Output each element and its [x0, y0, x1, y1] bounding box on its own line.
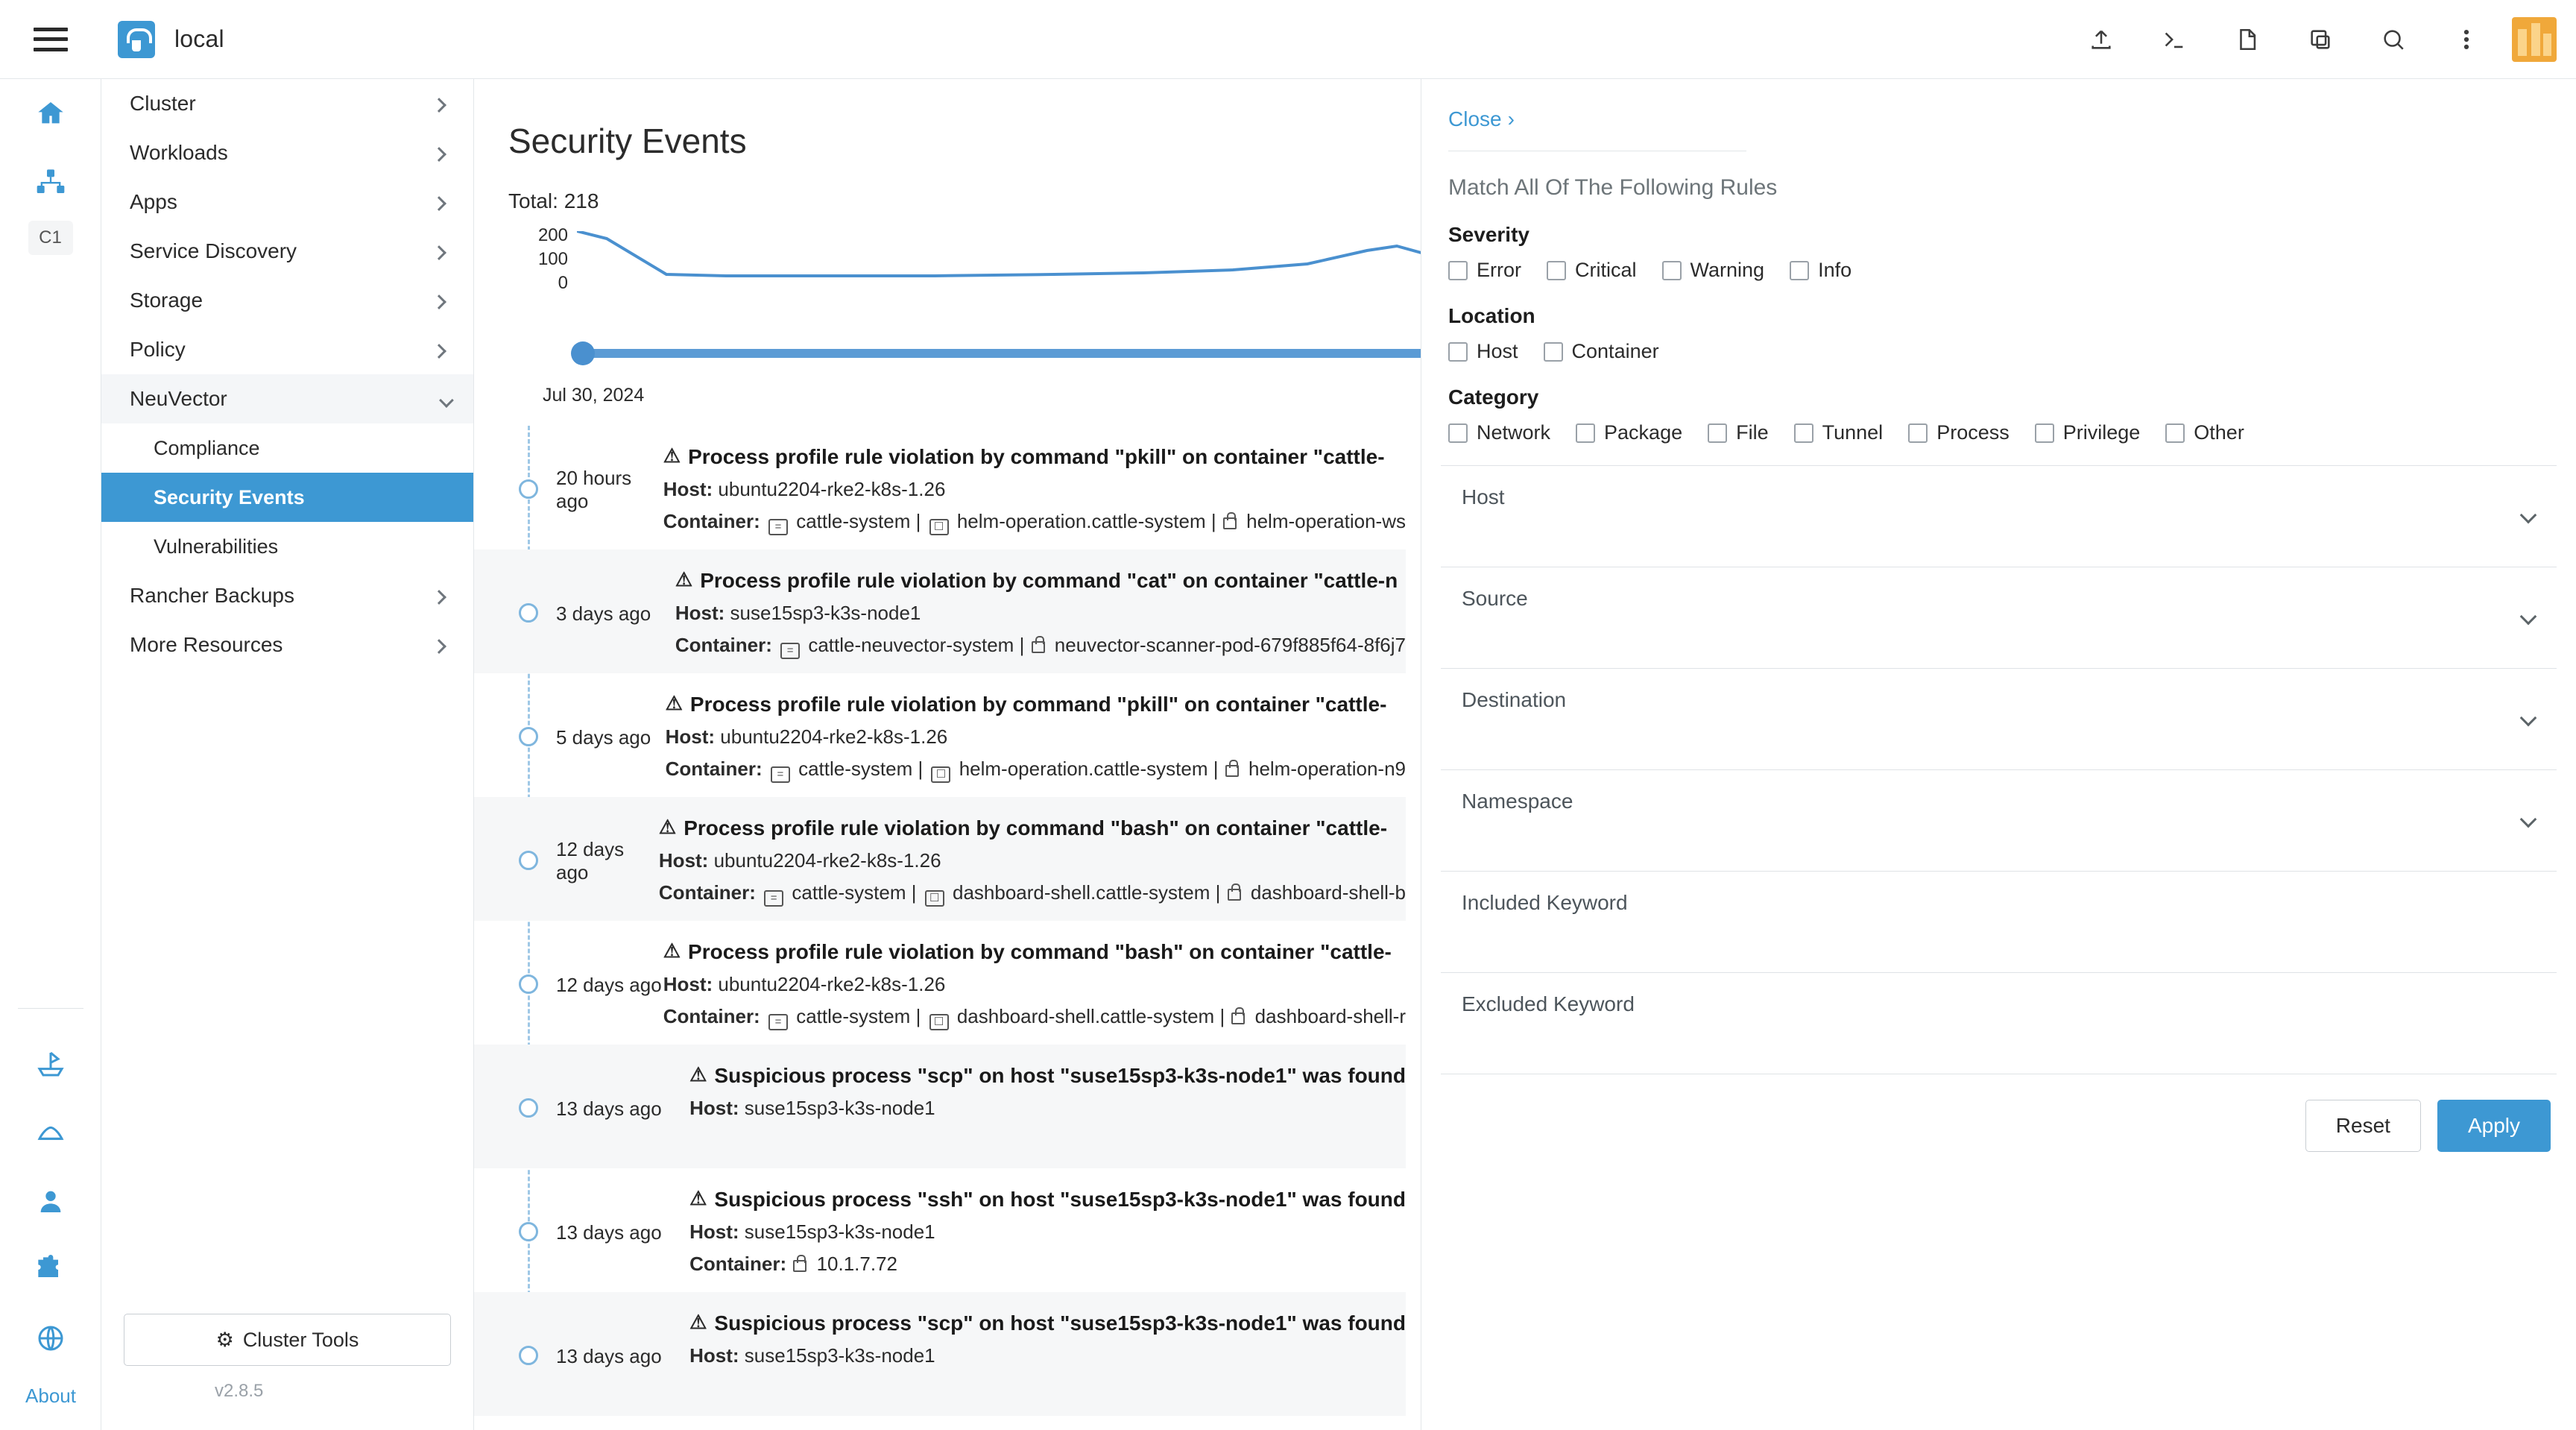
warning-icon: ⚠	[675, 568, 693, 590]
sidebar-item-label: Vulnerabilities	[154, 535, 279, 558]
event-container-row	[659, 881, 1406, 904]
checkbox-label: Error	[1477, 259, 1521, 281]
list-item[interactable]	[474, 673, 1406, 797]
excluded-keyword-input[interactable]	[1441, 973, 2557, 1074]
event-container-row	[663, 1005, 1406, 1028]
source-select[interactable]	[1441, 567, 2557, 669]
host-select-label: Host	[1462, 485, 1505, 508]
namespace-icon: =	[768, 519, 788, 535]
checkbox-icon[interactable]	[1547, 261, 1566, 280]
sidebar-item-cluster[interactable]	[101, 79, 473, 128]
sidebar-item-compliance[interactable]	[101, 423, 473, 473]
sidebar-item-label: Service Discovery	[130, 239, 297, 262]
chart-line-series	[577, 231, 1516, 291]
sidebar-item-storage[interactable]	[101, 276, 473, 325]
sidebar-item-apps[interactable]	[101, 177, 473, 227]
severity-options	[1448, 259, 2576, 282]
checkbox-icon[interactable]	[2165, 423, 2185, 443]
event-container-label: Container:	[675, 634, 772, 656]
chevron-right-icon	[432, 590, 446, 605]
file-icon[interactable]	[2211, 0, 2284, 79]
event-body	[663, 937, 1406, 1033]
chevron-right-icon	[432, 98, 446, 113]
event-container-label: Container:	[689, 1253, 787, 1275]
namespace-select[interactable]	[1441, 770, 2557, 872]
event-body	[689, 1308, 1406, 1404]
sidebar-item-neuvector[interactable]	[101, 374, 473, 423]
checkbox-label: Other	[2194, 421, 2244, 444]
chevron-right-icon	[432, 344, 446, 359]
separator: |	[915, 510, 921, 532]
pod-icon: ☐	[929, 1014, 949, 1030]
checkbox-icon[interactable]	[1448, 261, 1468, 280]
event-host-value: ubuntu2204-rke2-k8s-1.26	[718, 478, 946, 500]
chevron-right-icon	[432, 245, 446, 260]
event-host-label: Host:	[689, 1344, 739, 1367]
event-host-value: suse15sp3-k3s-node1	[730, 602, 921, 624]
event-host-row	[689, 1097, 1406, 1120]
lock-icon	[1228, 889, 1241, 901]
sidebar-item-label: Storage	[130, 289, 203, 312]
checkbox-label: Critical	[1575, 259, 1637, 281]
list-item[interactable]	[474, 1168, 1406, 1292]
avatar[interactable]	[2512, 17, 2557, 62]
top-bar-actions	[2065, 0, 2576, 79]
event-host-row	[666, 725, 1406, 749]
sidebar-item-label: Workloads	[130, 141, 228, 164]
event-host-value: suse15sp3-k3s-node1	[744, 1344, 935, 1367]
event-host-label: Host:	[675, 602, 725, 624]
event-time: 13 days ago	[556, 1097, 662, 1120]
copy-icon[interactable]	[2284, 0, 2357, 79]
event-title-row	[666, 693, 1406, 716]
event-container-id: helm-operation-n9	[1248, 757, 1406, 780]
category-options	[1448, 421, 2576, 444]
category-label: Category	[1448, 385, 1539, 409]
checkbox-category-privilege[interactable]	[2035, 421, 2141, 444]
severity-label: Severity	[1448, 223, 1530, 246]
event-host-row	[663, 478, 1406, 501]
sidebar-item-label: Apps	[130, 190, 177, 213]
checkbox-severity-warning[interactable]	[1662, 259, 1765, 282]
event-host-label: Host:	[658, 849, 709, 872]
timeline-dot-icon	[519, 851, 538, 870]
event-container-pod: helm-operation.cattle-system	[956, 510, 1206, 532]
separator: |	[1213, 757, 1219, 780]
separator: |	[1219, 1005, 1225, 1027]
sidebar-item-workloads[interactable]	[101, 128, 473, 177]
checkbox-location-container[interactable]	[1544, 340, 1659, 363]
fleet-icon[interactable]	[0, 1098, 101, 1167]
terminal-icon[interactable]	[2138, 0, 2211, 79]
cluster-icon[interactable]	[0, 148, 101, 216]
sidebar-item-label: Compliance	[154, 436, 260, 459]
chevron-right-icon	[432, 147, 446, 162]
sidebar-item-vulnerabilities[interactable]	[101, 522, 473, 571]
sidebar-item-rancher-backups[interactable]	[101, 571, 473, 620]
cluster-tools-button[interactable]	[124, 1314, 451, 1366]
page-title: Security Events	[508, 122, 747, 160]
event-body	[663, 442, 1406, 538]
chevron-right-icon: ›	[1507, 107, 1515, 130]
cluster-badge[interactable]: C1	[28, 221, 73, 255]
checkbox-label: File	[1736, 421, 1769, 444]
warning-icon: ⚠	[689, 1311, 707, 1333]
separator: |	[911, 881, 917, 904]
chevron-down-icon	[439, 393, 454, 408]
event-container-id: 10.1.7.72	[816, 1253, 898, 1275]
event-container-row	[689, 1253, 1406, 1276]
kebab-menu-icon[interactable]	[2430, 0, 2503, 79]
chart-ytick: 0	[558, 273, 568, 293]
checkbox-icon[interactable]	[1576, 423, 1595, 443]
warning-icon: ⚠	[663, 444, 681, 467]
pod-icon: ☐	[929, 519, 949, 535]
filter-actions	[1421, 1100, 2551, 1152]
event-time: 5 days ago	[556, 725, 651, 749]
checkbox-label: Privilege	[2062, 421, 2141, 444]
chevron-down-icon[interactable]	[2520, 710, 2537, 727]
event-container-ns: cattle-system	[796, 1005, 911, 1027]
list-item[interactable]	[474, 921, 1406, 1045]
sidebar-item-label: Policy	[130, 338, 186, 361]
security-events-list	[474, 426, 1406, 1416]
checkbox-label: Process	[1936, 421, 2010, 444]
timeline-dot-icon	[519, 479, 538, 499]
event-title-row	[663, 940, 1406, 964]
event-container-ns: cattle-system	[798, 757, 913, 780]
event-host-row	[663, 973, 1406, 996]
events-timeline-chart	[508, 225, 1440, 321]
chevron-right-icon	[432, 639, 446, 654]
event-title-row	[675, 569, 1406, 593]
event-title: Suspicious process "scp" on host "suse15sp3-k3s-node1" was found	[714, 1311, 1406, 1335]
match-rules-label: Match All Of The Following Rules	[1448, 175, 1778, 200]
event-title: Process profile rule violation by command "bash" on container "cattle-	[688, 940, 1392, 963]
separator: |	[1210, 510, 1216, 532]
event-time: 13 days ago	[556, 1220, 662, 1244]
cluster-name-label: local	[174, 25, 224, 52]
list-item[interactable]	[474, 426, 1406, 549]
lock-icon	[1231, 1012, 1245, 1024]
upload-icon[interactable]	[2065, 0, 2138, 79]
event-container-label: Container:	[663, 510, 760, 532]
checkbox-icon[interactable]	[2035, 423, 2054, 443]
close-panel-button[interactable]	[1448, 107, 1515, 131]
event-host-value: ubuntu2204-rke2-k8s-1.26	[720, 725, 948, 748]
event-host-label: Host:	[689, 1220, 739, 1243]
separator: |	[1215, 881, 1221, 904]
checkbox-severity-critical[interactable]	[1547, 259, 1637, 282]
lock-icon	[1032, 641, 1045, 653]
separator: |	[915, 1005, 921, 1027]
checkbox-label: Network	[1477, 421, 1551, 444]
checkbox-label: Package	[1604, 421, 1683, 444]
excluded-keyword-label: Excluded Keyword	[1462, 992, 1635, 1015]
list-item[interactable]	[474, 1292, 1406, 1416]
event-time: 12 days ago	[556, 973, 662, 996]
extension-icon[interactable]	[0, 1235, 101, 1304]
sidebar-item-label: NeuVector	[130, 387, 227, 410]
checkbox-location-host[interactable]	[1448, 340, 1518, 363]
home-icon[interactable]	[0, 79, 101, 148]
event-host-value: suse15sp3-k3s-node1	[744, 1097, 935, 1119]
checkbox-severity-error[interactable]	[1448, 259, 1521, 282]
total-count-label: Total: 218	[508, 189, 599, 212]
event-time: 13 days ago	[556, 1344, 662, 1367]
timeline-dot-icon	[519, 1222, 538, 1241]
filter-panel	[1421, 79, 2576, 1430]
checkbox-category-package[interactable]	[1576, 421, 1682, 444]
checkbox-severity-info[interactable]	[1790, 259, 1852, 282]
chevron-down-icon[interactable]	[2520, 608, 2537, 626]
chart-ytick: 200	[537, 225, 568, 245]
checkbox-icon[interactable]	[1790, 261, 1809, 280]
sidebar-item-security-events[interactable]	[101, 473, 473, 522]
timeline-dot-icon	[519, 603, 538, 623]
timeline-dot-icon	[519, 1098, 538, 1118]
namespace-icon: =	[768, 1014, 788, 1030]
event-host-value: suse15sp3-k3s-node1	[744, 1220, 935, 1243]
event-title: Suspicious process "scp" on host "suse15sp3-k3s-node1" was found	[714, 1064, 1406, 1087]
checkbox-icon[interactable]	[1448, 423, 1468, 443]
event-title-row	[689, 1064, 1406, 1088]
sidebar-item-more-resources[interactable]	[101, 620, 473, 670]
location-options	[1448, 340, 2576, 363]
event-host-value: ubuntu2204-rke2-k8s-1.26	[713, 849, 941, 872]
namespace-icon: =	[771, 766, 790, 783]
event-host-row	[675, 602, 1406, 625]
lock-icon	[1223, 517, 1237, 529]
apply-button[interactable]: Apply	[2437, 1100, 2551, 1152]
host-select[interactable]	[1441, 466, 2557, 567]
namespace-icon: =	[764, 890, 783, 907]
icon-rail	[0, 79, 101, 1430]
event-container-label: Container:	[663, 1005, 760, 1027]
event-time: 3 days ago	[556, 602, 651, 625]
icon-rail-bottom	[0, 987, 101, 1430]
event-title-row	[689, 1188, 1406, 1212]
chevron-down-icon[interactable]	[2520, 507, 2537, 524]
slider-handle[interactable]	[571, 341, 595, 365]
event-title: Process profile rule violation by command "bash" on container "cattle-	[684, 816, 1388, 840]
slider-track[interactable]	[577, 349, 1544, 358]
search-icon[interactable]	[2357, 0, 2430, 79]
lock-icon	[793, 1260, 806, 1272]
event-title: Process profile rule violation by command "pkill" on container "cattle-	[689, 693, 1387, 716]
list-item[interactable]	[474, 797, 1406, 921]
event-title-row	[689, 1311, 1406, 1335]
checkbox-icon[interactable]	[1662, 261, 1682, 280]
version-label: v2.8.5	[215, 1381, 264, 1401]
event-body	[675, 566, 1406, 661]
sidebar-item-policy[interactable]	[101, 325, 473, 374]
warning-icon: ⚠	[665, 692, 683, 714]
checkbox-category-file[interactable]	[1708, 421, 1769, 444]
event-container-id: helm-operation-ws	[1246, 510, 1406, 532]
checkbox-label: Info	[1818, 259, 1852, 281]
chevron-down-icon[interactable]	[2520, 811, 2537, 828]
event-container-row	[675, 634, 1406, 657]
lock-icon	[1225, 765, 1239, 777]
event-host-row	[689, 1220, 1406, 1244]
included-keyword-input[interactable]	[1441, 872, 2557, 973]
cluster-tools-label: Cluster Tools	[242, 1328, 359, 1351]
pod-icon: ☐	[925, 890, 944, 907]
timeline-dot-icon	[519, 974, 538, 994]
event-title-row	[663, 445, 1406, 469]
checkbox-category-network[interactable]	[1448, 421, 1550, 444]
event-body	[659, 813, 1406, 909]
checkbox-icon[interactable]	[1794, 423, 1813, 443]
event-container-ns: cattle-system	[792, 881, 906, 904]
event-container-id: dashboard-shell-b	[1250, 881, 1406, 904]
boat-icon[interactable]	[0, 1030, 101, 1098]
event-container-ns: cattle-neuvector-system	[808, 634, 1014, 656]
event-host-row	[689, 1344, 1406, 1367]
sidebar-item-label: More Resources	[130, 633, 283, 656]
event-host-row	[659, 849, 1406, 872]
namespace-select-label: Namespace	[1462, 790, 1573, 813]
sidebar-item-label: Cluster	[130, 92, 196, 115]
event-container-row	[666, 757, 1406, 781]
chevron-right-icon	[432, 196, 446, 211]
event-container-pod: neuvector-scanner-pod-679f885f64-8f6j7	[1054, 634, 1406, 656]
timeline-dot-icon	[519, 1346, 538, 1365]
user-icon[interactable]	[0, 1167, 101, 1235]
chart-y-axis	[508, 225, 568, 321]
checkbox-category-tunnel[interactable]	[1794, 421, 1884, 444]
event-title-row	[659, 816, 1406, 840]
sidebar-nav	[101, 79, 474, 1430]
event-container-pod: dashboard-shell.cattle-system	[956, 1005, 1215, 1027]
checkbox-label: Tunnel	[1822, 421, 1884, 444]
checkbox-icon[interactable]	[1448, 342, 1468, 362]
event-time: 12 days ago	[556, 838, 625, 883]
event-body	[689, 1061, 1406, 1156]
separator: |	[1019, 634, 1025, 656]
rail-divider	[18, 1008, 83, 1009]
event-title: Suspicious process "ssh" on host "suse15sp3-k3s-node1" was found	[714, 1188, 1406, 1211]
about-link[interactable]: About	[25, 1385, 76, 1407]
slider-start-date: Jul 30, 2024	[543, 385, 645, 406]
source-select-label: Source	[1462, 587, 1528, 610]
event-body	[666, 690, 1406, 785]
event-container-label: Container:	[658, 881, 756, 904]
checkbox-label: Warning	[1690, 259, 1765, 281]
sidebar-item-service-discovery[interactable]	[101, 227, 473, 276]
globe-icon[interactable]	[0, 1304, 101, 1373]
event-host-label: Host:	[663, 478, 713, 500]
namespace-icon: =	[780, 643, 800, 659]
checkbox-icon[interactable]	[1544, 342, 1563, 362]
warning-icon: ⚠	[689, 1187, 707, 1209]
list-item[interactable]	[474, 549, 1406, 673]
warning-icon: ⚠	[689, 1063, 707, 1086]
event-host-label: Host:	[689, 1097, 739, 1119]
checkbox-icon[interactable]	[1908, 423, 1928, 443]
warning-icon: ⚠	[658, 816, 677, 838]
event-title: Process profile rule violation by command "cat" on container "cattle-n	[700, 569, 1398, 592]
event-host-label: Host:	[663, 973, 713, 995]
hamburger-icon	[34, 28, 68, 51]
destination-select[interactable]	[1441, 669, 2557, 770]
event-container-row	[663, 510, 1406, 533]
event-container-id: dashboard-shell-r	[1254, 1005, 1406, 1027]
sidebar-item-label: Security Events	[154, 485, 305, 508]
chart-ytick: 100	[537, 249, 568, 269]
included-keyword-label: Included Keyword	[1462, 891, 1628, 914]
list-item[interactable]	[474, 1045, 1406, 1168]
event-container-pod: dashboard-shell.cattle-system	[953, 881, 1210, 904]
event-host-value: ubuntu2204-rke2-k8s-1.26	[718, 973, 946, 995]
close-label: Close	[1448, 107, 1502, 130]
event-title: Process profile rule violation by command "pkill" on container "cattle-	[688, 445, 1385, 468]
separator: |	[918, 757, 924, 780]
filter-fields	[1441, 465, 2557, 1074]
warning-icon: ⚠	[663, 939, 681, 962]
checkbox-label: Container	[1571, 340, 1659, 362]
event-time: 20 hours ago	[556, 467, 632, 512]
menu-toggle-button[interactable]	[0, 0, 101, 79]
top-bar	[0, 0, 2576, 79]
event-container-ns: cattle-system	[796, 510, 911, 532]
location-label: Location	[1448, 304, 1535, 327]
rancher-logo-icon	[118, 21, 155, 58]
checkbox-category-other[interactable]	[2165, 421, 2244, 444]
checkbox-category-process[interactable]	[1908, 421, 2010, 444]
gear-icon: ⚙	[215, 1328, 234, 1351]
reset-button[interactable]: Reset	[2305, 1100, 2421, 1152]
time-range-slider[interactable]	[508, 338, 1440, 368]
event-container-label: Container:	[665, 757, 763, 780]
event-host-label: Host:	[665, 725, 716, 748]
timeline-dot-icon	[519, 727, 538, 746]
pod-icon: ☐	[931, 766, 950, 783]
event-container-pod: helm-operation.cattle-system	[959, 757, 1208, 780]
checkbox-label: Host	[1477, 340, 1518, 362]
sidebar-item-label: Rancher Backups	[130, 584, 295, 607]
event-body	[689, 1185, 1406, 1280]
chevron-right-icon	[432, 294, 446, 309]
destination-select-label: Destination	[1462, 688, 1567, 711]
checkbox-icon[interactable]	[1708, 423, 1727, 443]
